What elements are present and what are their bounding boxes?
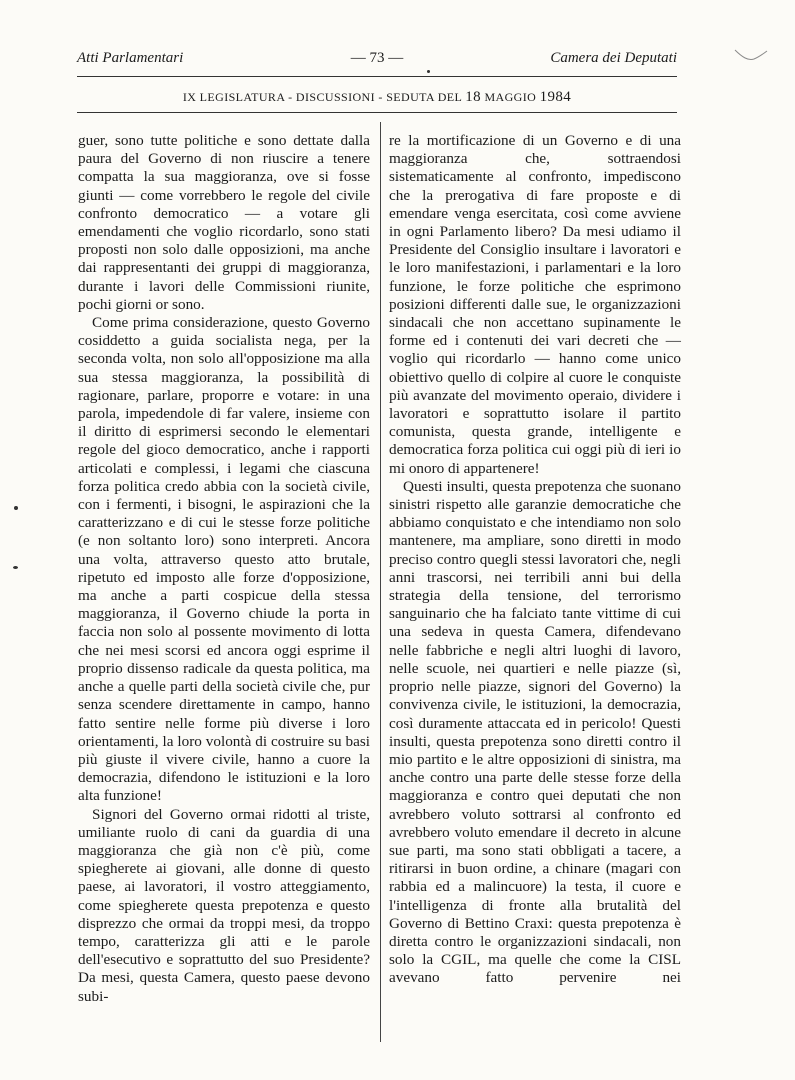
margin-dot xyxy=(14,506,18,510)
session-month: MAGGIO xyxy=(484,90,537,104)
header-publication: Atti Parlamentari xyxy=(77,50,184,66)
ink-dot xyxy=(427,70,430,73)
pen-stroke-mark xyxy=(734,47,768,65)
paragraph: re la mortificazione di un Governo e di una maggioranza che, sottraendosi sistematicamente al confronto, impediscono che la prerogativa di fare proposte e di emendare venga esercitata, così come avviene in ogni Parlamento libero? Da mesi udiamo il Presidente del Consiglio insultare i lavoratori e le loro manifestazioni, i parlamentari e la loro funzione, le forze politiche che esprimono posizioni differenti dalle sue, le organizzazioni sindacali che non accettano supinamente le forme ed i contenuti dei vari decreti che — voglio qui ricordarlo — hanno come unico obiettivo quello di colpire al cuore le conquiste più avanzate del movimento operaio, dividere i lavoratori e soprattutto isolare il partito comunista, questa grande, intelligente e democratica forza politica cui oggi più di ieri io mi onoro di appartenere! xyxy=(389,132,681,477)
paragraph: guer, sono tutte politiche e sono dettate dalla paura del Governo di non riuscire a tenere compatta la sua maggioranza, ove si fosse giunti — come vorrebbero le regole del civile confronto democratico — a votare gli emendamenti che voglio ricordarlo, sono stati proposti non solo dalle opposizioni, ma anche dai rappresentanti dei gruppi di maggioranza, durante i lavori delle Commissioni riunite, pochi giorni or sono. xyxy=(78,132,370,313)
column-divider xyxy=(380,122,381,1042)
paragraph: Come prima considerazione, questo Governo cosiddetto a guida socialista nega, per la seconda volta, non solo all'opposizione ma alla sua stessa maggioranza, la possibilità di ragionare, parlare, proporre e votare: in una parola, impedendole di far valere, insieme con il diritto di esprimersi secondo le elementari regole del gioco democratico, anche i rapporti articolati e complessi, i legami che ciascuna forza politica credo abbia con la società civile, con i fermenti, i bisogni, le aspirazioni che la caratterizzano e di cui le stesse forze politiche (e non soltanto loro) sono interpreti. Ancora una volta, attraverso questo atto brutale, ripetuto ed imposto alle forze d'opposizione, ma anche a parti cospicue della stessa maggioranza, il Governo chiude la porta in faccia non solo al possente movimento di lotta che nei mesi scorsi ed ancora oggi esprime il proprio dissenso radicale da questa politica, ma anche a quelle parti della società civile che, pur senza scendere direttamente in campo, hanno fatto sentire nelle forme più diverse i loro orientamenti, la loro volontà di costruire su basi più giuste il vivere civile, hanno a cuore la democrazia, difendono le istituzioni e la loro alta funzione! xyxy=(78,314,370,805)
left-column xyxy=(78,132,370,1006)
session-year: 1984 xyxy=(539,89,572,105)
session-subheader xyxy=(77,89,677,106)
paragraph: Signori del Governo ormai ridotti al triste, umiliante ruolo di cani da guardia di una maggioranza che già non c'è più, come spiegherete ai giovani, alle donne di questo paese, ai lavoratori, il vostro atteggiamento, come spiegherete questa prepotenza e questo disprezzo che ormai da troppi mesi, da troppo tempo, caratterizza gli atti e le parole dell'esecutivo e soprattutto del suo Presidente? Da mesi, questa Camera, questo paese devono subi- xyxy=(78,805,370,1005)
paragraph: Questi insulti, questa prepotenza che suonano sinistri rispetto alle garanzie democratiche che abbiamo conquistato e che intendiamo non solo mantenere, ma ampliare, sono diretti in modo preciso contro quegli stessi lavoratori che, negli anni trascorsi, nei terribili anni bui della strategia della tensione, del terrorismo sanguinario che ha falciato tante vittime di cui una sedeva in questa Camera, difendevano nelle fabbriche e negli altri luoghi di lavoro, nelle scuole, nei quartieri e nelle piazze (sì, proprio nelle piazze, signori del Governo) la convivenza civile, le istituzioni, la democrazia, così duramente attaccata ed in pericolo! Questi insulti, questa prepotenza sono diretti contro il mio partito e le altre opposizioni di sinistra, ma anche contro una parte delle stesse forze della maggioranza e contro quei deputati che non avrebbero voluto sottrarsi al confronto ed avrebbero voluto emendare il decreto in alcune sue parti, ma sono stati obbligati a tacere, a ritirarsi in buon ordine, a chinare (magari con rabbia ed a malincuore) la testa, il cuore e l'intelligenza di fronte alla brutalità del Governo di Bettino Craxi: questa prepotenza è diretta contro le organizzazioni sindacali, non solo la CGIL, ma quelle che come la CISL avevano fatto pervenire nei xyxy=(389,477,681,987)
right-column xyxy=(389,132,681,988)
margin-dot xyxy=(13,566,18,569)
page-number: — 73 — xyxy=(350,50,404,66)
header-rule-bottom xyxy=(77,112,677,113)
header-chamber: Camera dei Deputati xyxy=(550,50,677,66)
session-info: IX LEGISLATURA - DISCUSSIONI - SEDUTA DEL xyxy=(182,90,462,104)
session-day: 18 xyxy=(465,89,482,105)
page-header xyxy=(77,50,677,72)
header-rule-top xyxy=(77,76,677,77)
